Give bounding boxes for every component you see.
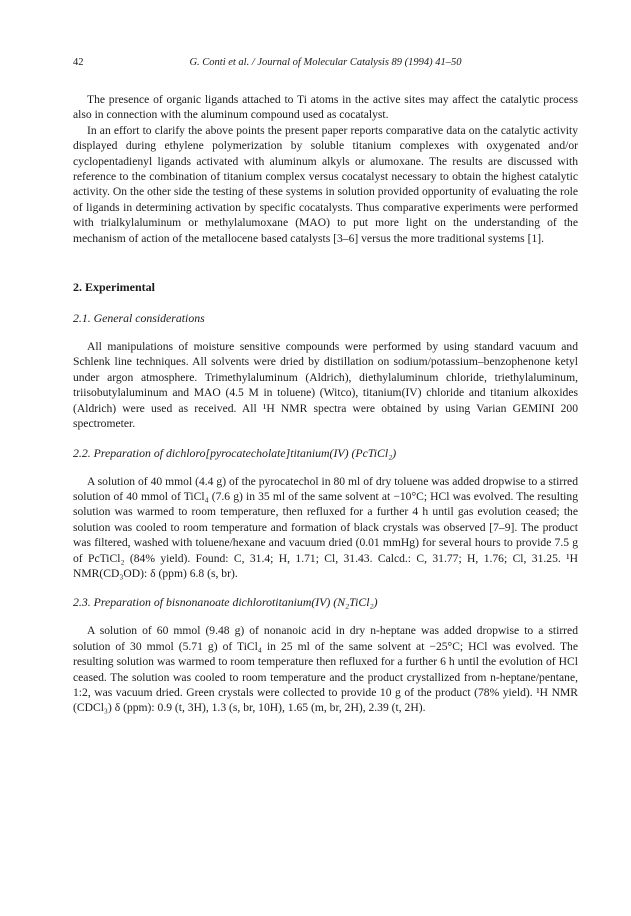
page-number: 42 (73, 57, 84, 68)
running-title: G. Conti et al. / Journal of Molecular Catalysis 89 (1994) 41–50 (189, 57, 462, 68)
intro-paragraph-2: In an effort to clarify the above points the present paper reports comparative data on the catalytic activity displayed during ethylene polymerization by soluble titanium complexes with oxygenated and/or cyclopentadienyl ligands activated with aluminum alkyls or alumoxane. The results are discussed with reference to the combination of titanium complex versus cocatalyst necessary to obtain the highest catalytic activity. On the other side the testing of these systems in solution provided opportunity of evaluating the role of ligands in determining activation by specific cocatalysts. Thus comparative experiments were performed with trialkylaluminum or methylalumoxane (MAO) to put more light on the understanding of the mechanism of action of the metallocene based catalysts [3–6] versus the more traditional systems [1]. (73, 123, 578, 245)
article-body (73, 92, 578, 716)
pctiCl2-preparation-paragraph: A solution of 40 mmol (4.4 g) of the pyrocatechol in 80 ml of dry toluene was added dropwise to a stirred solution of 40 mmol of TiCl₄ (7.6 g) in 35 ml of the same solvent at −10°C; HCl was evolved. The resulting solution was warmed to room temperature, then refluxed for a further 4 h until gas evolution ceased; the solution was cooled to room temperature and formation of black crystals was observed [7–9]. The product was filtered, washed with toluene/hexane and vacuum dried (0.01 mmHg) for several hours to provide 7.5 g of PcTiCl₂ (84% yield). Found: C, 31.4; H, 1.71; Cl, 31.43. Calcd.: C, 31.77; H, 1.76; Cl, 31.25. ¹H NMR(CD₃OD): δ (ppm) 6.8 (s, br). (73, 474, 578, 580)
general-considerations-paragraph: All manipulations of moisture sensitive compounds were performed by using standard vacuum and Schlenk line techniques. All solvents were dried by distillation on sodium/potassium–benzophenone ketyl under argon atmosphere. Trimethylaluminum (Aldrich), diethylaluminum chloride, triethylaluminum, triisobutylaluminum and MAO (4.5 M in toluene) (Witco), titanium(IV) chloride and titanium alkoxides (Aldrich) were used as received. All ¹H NMR spectra were obtained by using Varian GEMINI 200 spectrometer. (73, 340, 578, 431)
section-heading-experimental: 2. Experimental (73, 280, 155, 295)
page-header (73, 57, 578, 71)
intro-paragraph-1: The presence of organic ligands attached to Ti atoms in the active sites may affect the catalytic process also in connection with the aluminum compound used as cocatalyst. (73, 93, 578, 122)
subsection-heading-general: 2.1. General considerations (73, 311, 205, 326)
subsection-heading-n2tiCl2: 2.3. Preparation of bisnonanoate dichlorotitanium(IV) (N₂TiCl₂) (73, 595, 378, 610)
subsection-heading-pctiCl2: 2.2. Preparation of dichloro[pyrocatecholate]titanium(IV) (PcTiCl₂) (73, 445, 397, 460)
n2tiCl2-preparation-paragraph: A solution of 60 mmol (9.48 g) of nonanoic acid in dry n-heptane was added dropwise to a stirred solution of 30 mmol (5.71 g) of TiCl₄ in 25 ml of the same solvent at −25°C; HCl was evolved. The resulting solution was warmed to room temperature then refluxed for a further 6 h until the evolution of HCl ceased. The solution was cooled to room temperature and the product crystallized from n-heptane/pentane, 1:2, was vacuum dried. Green crystals were collected to provide 10 g of the product (78% yield). ¹H NMR (CDCl₃) δ (ppm): 0.9 (t, 3H), 1.3 (s, br, 10H), 1.65 (m, br, 2H), 2.39 (t, 2H). (73, 624, 578, 715)
